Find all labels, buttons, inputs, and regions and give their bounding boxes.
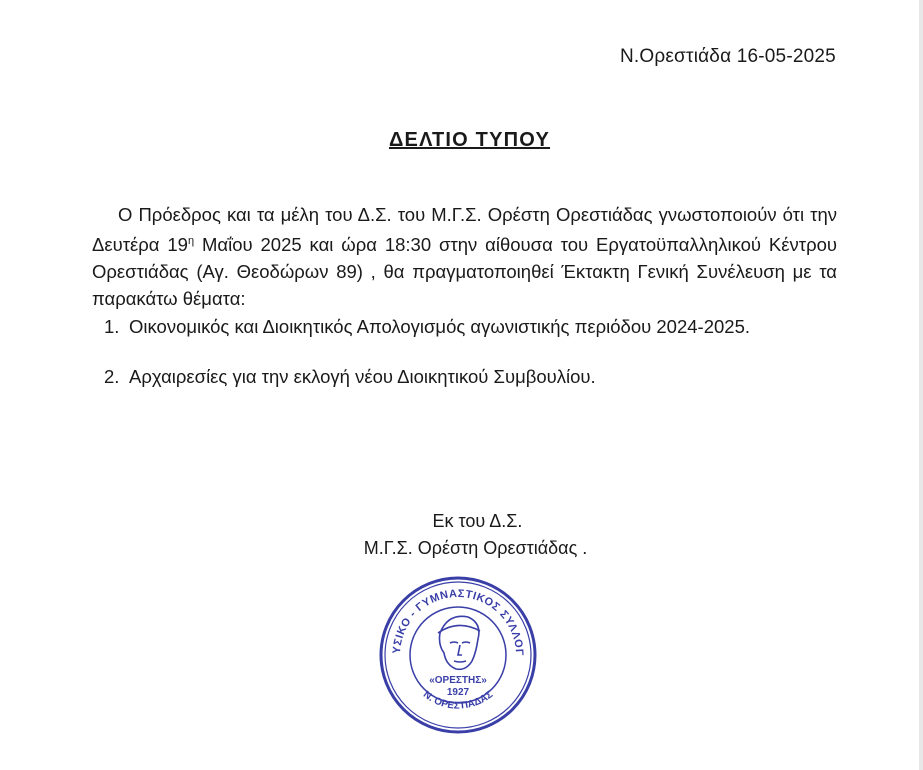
helmeted-head-icon (438, 616, 480, 669)
agenda-item-number: 1. (104, 316, 120, 337)
seal-outer-text: ΥΣΙΚΟ - ΓΥΜΝΑΣΤΙΚΟΣ ΣΥΛΛΟΓ (390, 587, 526, 657)
paragraph-part-2: Μαΐου 2025 και ώρα 18:30 στην αίθουσα του Εργατοϋπαλληλικού Κέντρου Ορεστιάδας (Αγ. Θεοδώρων 89) , θα πραγματοποιηθεί Έκτακτη Γενική Συνέλευση με τα παρακάτω θέματα: (92, 234, 837, 310)
seal-club-name: «ΟΡΕΣΤΗΣ» (429, 675, 487, 686)
agenda-item-number: 2. (104, 366, 120, 387)
paragraph-part-1: Ο Πρόεδρος και τα μέλη του Δ.Σ. του Μ.Γ.Σ. Ορέστη Ορεστιάδας γνωστοποιούν ότι την Δευτέρα 19 (92, 204, 837, 256)
agenda-list-item (104, 316, 844, 338)
ordinal-superscript: η (187, 235, 195, 247)
agenda-item-text: Αρχαιρεσίες για την εκλογή νέου Διοικητικού Συμβουλίου. (129, 366, 596, 387)
club-seal-stamp (378, 575, 538, 735)
document-date: Ν.Ορεστιάδα 16-05-2025 (620, 46, 836, 67)
signature-line-1: Εκ του Δ.Σ. (432, 511, 523, 531)
document-title: ΔΕΛΤΙΟ ΤΥΠΟΥ (388, 129, 551, 151)
seal-year: 1927 (446, 687, 470, 698)
page-edge (919, 0, 923, 770)
announcement-paragraph (92, 201, 837, 312)
svg-text:ΜΟΥΣΙΚΟ - ΓΥΜΝΑΣΤΙΚΟΣ ΣΥΛΛΟΓΟΣ (378, 575, 525, 656)
signature-line-2: Μ.Γ.Σ. Ορέστη Ορεστιάδας . (363, 538, 588, 558)
agenda-item-text: Οικονομικός και Διοικητικός Απολογισμός αγωνιστικής περιόδου 2024-2025. (129, 316, 750, 337)
agenda-list-item (104, 366, 844, 388)
seal-graphic (378, 575, 538, 735)
seal-bottom-text: Ν. ΟΡΕΣΤΙΑΔΑΣ (420, 689, 496, 712)
